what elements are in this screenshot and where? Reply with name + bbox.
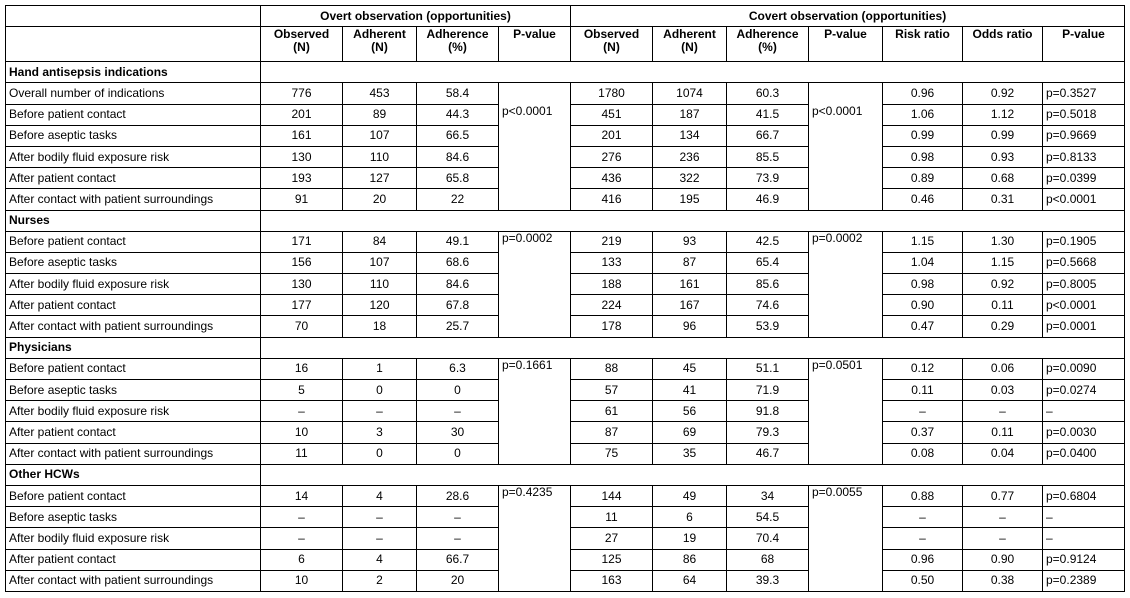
covert-adherence-cell: 42.5	[727, 231, 809, 252]
overt-adherence-cell: –	[417, 507, 499, 528]
covert-adherence-cell: 85.6	[727, 274, 809, 295]
odds-ratio-cell: 0.31	[963, 189, 1043, 210]
covert-adherent-cell: 87	[653, 252, 727, 273]
odds-ratio-cell: 1.12	[963, 104, 1043, 125]
risk-ratio-cell: –	[883, 528, 963, 549]
risk-ratio-cell: 0.47	[883, 316, 963, 337]
row-label: After bodily fluid exposure risk	[6, 528, 261, 549]
covert-adherent-cell: 56	[653, 401, 727, 422]
risk-ratio-cell: 0.46	[883, 189, 963, 210]
covert-observed-cell: 224	[571, 295, 653, 316]
covert-observed-cell: 144	[571, 485, 653, 506]
odds-ratio-header: Odds ratio	[963, 27, 1043, 62]
table-row	[6, 83, 1125, 104]
table-row	[6, 231, 1125, 252]
covert-observed-cell: 27	[571, 528, 653, 549]
covert-observed-cell: 57	[571, 380, 653, 401]
overt-adherence-cell: 25.7	[417, 316, 499, 337]
overt-adherence-cell: –	[417, 528, 499, 549]
covert-observed-cell: 1780	[571, 83, 653, 104]
overt-adherence-cell: 66.7	[417, 549, 499, 570]
covert-observed-cell: 125	[571, 549, 653, 570]
overt-adherent-cell: 18	[343, 316, 417, 337]
overt-adherence-cell: 68.6	[417, 252, 499, 273]
overt-adherent-cell: –	[343, 401, 417, 422]
pvalue-cell: –	[1043, 507, 1125, 528]
covert-observed-cell: 276	[571, 146, 653, 167]
covert-adherent-cell: 322	[653, 168, 727, 189]
section-spacer	[261, 337, 1125, 358]
covert-adherent-cell: 236	[653, 146, 727, 167]
pvalue-cell: p<0.0001	[1043, 295, 1125, 316]
row-label: After patient contact	[6, 549, 261, 570]
overt-observed-cell: 70	[261, 316, 343, 337]
overt-adherent-cell: 0	[343, 443, 417, 464]
covert-adherent-cell: 35	[653, 443, 727, 464]
row-label: After bodily fluid exposure risk	[6, 274, 261, 295]
row-label: After bodily fluid exposure risk	[6, 146, 261, 167]
covert-observed-cell: 201	[571, 125, 653, 146]
overt-group-header: Overt observation (opportunities)	[261, 6, 571, 27]
pvalue-cell: p<0.0001	[1043, 189, 1125, 210]
overt-observed-cell: 11	[261, 443, 343, 464]
odds-ratio-cell: 0.92	[963, 274, 1043, 295]
overt-adherence-cell: 44.3	[417, 104, 499, 125]
overt-observed-cell: 10	[261, 570, 343, 591]
group-header-row	[6, 6, 1125, 27]
risk-ratio-cell: 0.96	[883, 549, 963, 570]
risk-ratio-cell: 1.04	[883, 252, 963, 273]
table-row	[6, 358, 1125, 379]
row-label: Before patient contact	[6, 485, 261, 506]
covert-adherence-cell: 74.6	[727, 295, 809, 316]
covert-adherent-header: Adherent (N)	[653, 27, 727, 62]
section-spacer	[261, 62, 1125, 83]
covert-adherent-cell: 187	[653, 104, 727, 125]
pvalue-cell: p=0.0399	[1043, 168, 1125, 189]
covert-observed-cell: 75	[571, 443, 653, 464]
overt-adherent-cell: 1	[343, 358, 417, 379]
covert-pvalue-cell: p<0.0001	[809, 83, 883, 210]
corner-cell	[6, 6, 261, 27]
section-header-row	[6, 337, 1125, 358]
covert-adherence-cell: 46.9	[727, 189, 809, 210]
odds-ratio-cell: 0.11	[963, 295, 1043, 316]
overt-pvalue-cell: p=0.4235	[499, 485, 571, 591]
covert-adherent-cell: 49	[653, 485, 727, 506]
pvalue-cell: p=0.5018	[1043, 104, 1125, 125]
row-label: After patient contact	[6, 295, 261, 316]
pvalue-cell: p=0.1905	[1043, 231, 1125, 252]
covert-adherent-cell: 86	[653, 549, 727, 570]
overt-adherence-cell: 6.3	[417, 358, 499, 379]
covert-adherence-cell: 66.7	[727, 125, 809, 146]
covert-adherent-cell: 6	[653, 507, 727, 528]
pvalue-cell: p=0.9124	[1043, 549, 1125, 570]
pvalue-cell: –	[1043, 528, 1125, 549]
risk-ratio-cell: 0.11	[883, 380, 963, 401]
overt-observed-cell: 171	[261, 231, 343, 252]
covert-observed-cell: 416	[571, 189, 653, 210]
covert-adherent-cell: 93	[653, 231, 727, 252]
overt-observed-header: Observed (N)	[261, 27, 343, 62]
covert-adherence-cell: 71.9	[727, 380, 809, 401]
overt-observed-cell: 177	[261, 295, 343, 316]
pvalue-cell: p=0.5668	[1043, 252, 1125, 273]
overt-adherent-cell: 20	[343, 189, 417, 210]
overt-observed-cell: 130	[261, 274, 343, 295]
odds-ratio-cell: 1.15	[963, 252, 1043, 273]
pvalue-cell: p=0.6804	[1043, 485, 1125, 506]
covert-adherence-cell: 53.9	[727, 316, 809, 337]
covert-adherence-cell: 91.8	[727, 401, 809, 422]
overt-observed-cell: 91	[261, 189, 343, 210]
odds-ratio-cell: 0.99	[963, 125, 1043, 146]
overt-observed-cell: 16	[261, 358, 343, 379]
covert-pvalue-cell: p=0.0002	[809, 231, 883, 337]
overt-adherence-cell: 49.1	[417, 231, 499, 252]
adherence-table	[5, 5, 1125, 592]
covert-observed-cell: 451	[571, 104, 653, 125]
covert-adherence-cell: 54.5	[727, 507, 809, 528]
odds-ratio-cell: –	[963, 507, 1043, 528]
row-label: Before patient contact	[6, 104, 261, 125]
covert-observed-cell: 11	[571, 507, 653, 528]
overt-adherent-cell: 120	[343, 295, 417, 316]
overt-adherence-cell: 20	[417, 570, 499, 591]
covert-group-header: Covert observation (opportunities)	[571, 6, 1125, 27]
odds-ratio-cell: 0.92	[963, 83, 1043, 104]
covert-adherent-cell: 1074	[653, 83, 727, 104]
overt-adherence-cell: 84.6	[417, 146, 499, 167]
overt-observed-cell: 201	[261, 104, 343, 125]
covert-observed-header: Observed (N)	[571, 27, 653, 62]
covert-adherent-cell: 195	[653, 189, 727, 210]
risk-ratio-cell: 1.15	[883, 231, 963, 252]
odds-ratio-cell: 0.90	[963, 549, 1043, 570]
covert-adherent-cell: 45	[653, 358, 727, 379]
section-spacer	[261, 210, 1125, 231]
overt-observed-cell: 10	[261, 422, 343, 443]
overt-adherence-cell: 0	[417, 380, 499, 401]
row-label: After patient contact	[6, 422, 261, 443]
odds-ratio-cell: 0.38	[963, 570, 1043, 591]
covert-adherence-cell: 65.4	[727, 252, 809, 273]
odds-ratio-cell: 0.06	[963, 358, 1043, 379]
covert-adherence-cell: 60.3	[727, 83, 809, 104]
overt-adherence-cell: 22	[417, 189, 499, 210]
overt-observed-cell: 161	[261, 125, 343, 146]
row-label: Before aseptic tasks	[6, 507, 261, 528]
covert-adherence-cell: 70.4	[727, 528, 809, 549]
overt-adherent-header: Adherent (N)	[343, 27, 417, 62]
covert-pvalue-cell: p=0.0055	[809, 485, 883, 591]
covert-adherence-cell: 39.3	[727, 570, 809, 591]
row-label: After contact with patient surroundings	[6, 316, 261, 337]
odds-ratio-cell: 0.11	[963, 422, 1043, 443]
row-label: After contact with patient surroundings	[6, 570, 261, 591]
risk-ratio-cell: 0.98	[883, 274, 963, 295]
risk-ratio-cell: –	[883, 401, 963, 422]
pvalue-cell: –	[1043, 401, 1125, 422]
odds-ratio-cell: 0.77	[963, 485, 1043, 506]
covert-adherence-cell: 85.5	[727, 146, 809, 167]
odds-ratio-cell: 0.68	[963, 168, 1043, 189]
covert-adherent-cell: 19	[653, 528, 727, 549]
odds-ratio-cell: 0.29	[963, 316, 1043, 337]
covert-observed-cell: 61	[571, 401, 653, 422]
section-title: Hand antisepsis indications	[6, 62, 261, 83]
table-body	[6, 62, 1125, 592]
section-header-row	[6, 210, 1125, 231]
row-label: After contact with patient surroundings	[6, 189, 261, 210]
section-title: Nurses	[6, 210, 261, 231]
odds-ratio-cell: 0.93	[963, 146, 1043, 167]
overt-adherence-cell: 67.8	[417, 295, 499, 316]
overt-observed-cell: 776	[261, 83, 343, 104]
overt-adherent-cell: 84	[343, 231, 417, 252]
row-label: After contact with patient surroundings	[6, 443, 261, 464]
covert-adherent-cell: 69	[653, 422, 727, 443]
risk-ratio-cell: 0.98	[883, 146, 963, 167]
covert-adherent-cell: 134	[653, 125, 727, 146]
risk-ratio-cell: 0.37	[883, 422, 963, 443]
pvalue-cell: p=0.0001	[1043, 316, 1125, 337]
overt-adherence-cell: –	[417, 401, 499, 422]
pvalue-cell: p=0.9669	[1043, 125, 1125, 146]
odds-ratio-cell: 0.04	[963, 443, 1043, 464]
overt-adherent-cell: 110	[343, 146, 417, 167]
covert-observed-cell: 87	[571, 422, 653, 443]
covert-observed-cell: 188	[571, 274, 653, 295]
overt-observed-cell: 130	[261, 146, 343, 167]
covert-observed-cell: 436	[571, 168, 653, 189]
covert-observed-cell: 88	[571, 358, 653, 379]
overt-adherence-cell: 58.4	[417, 83, 499, 104]
covert-adherence-cell: 68	[727, 549, 809, 570]
overt-adherent-cell: 110	[343, 274, 417, 295]
overt-adherent-cell: 2	[343, 570, 417, 591]
covert-observed-cell: 178	[571, 316, 653, 337]
row-label: Overall number of indications	[6, 83, 261, 104]
overt-adherent-cell: 4	[343, 485, 417, 506]
overt-observed-cell: 5	[261, 380, 343, 401]
table-row	[6, 485, 1125, 506]
odds-ratio-cell: 1.30	[963, 231, 1043, 252]
covert-pvalue-cell: p=0.0501	[809, 358, 883, 464]
odds-ratio-cell: 0.03	[963, 380, 1043, 401]
overt-adherent-cell: 3	[343, 422, 417, 443]
pvalue-header: P-value	[1043, 27, 1125, 62]
overt-adherence-cell: 84.6	[417, 274, 499, 295]
row-label: Before patient contact	[6, 231, 261, 252]
covert-observed-cell: 219	[571, 231, 653, 252]
overt-pvalue-cell: p=0.1661	[499, 358, 571, 464]
overt-observed-cell: 156	[261, 252, 343, 273]
covert-adherent-cell: 96	[653, 316, 727, 337]
odds-ratio-cell: –	[963, 401, 1043, 422]
pvalue-cell: p=0.0030	[1043, 422, 1125, 443]
overt-adherent-cell: 4	[343, 549, 417, 570]
covert-adherence-cell: 79.3	[727, 422, 809, 443]
row-label: After bodily fluid exposure risk	[6, 401, 261, 422]
covert-adherence-cell: 51.1	[727, 358, 809, 379]
overt-adherent-cell: 89	[343, 104, 417, 125]
covert-adherence-cell: 34	[727, 485, 809, 506]
overt-adherent-cell: –	[343, 507, 417, 528]
overt-pvalue-header: P-value	[499, 27, 571, 62]
risk-ratio-cell: 0.50	[883, 570, 963, 591]
overt-observed-cell: –	[261, 401, 343, 422]
row-label: Before aseptic tasks	[6, 125, 261, 146]
overt-adherence-cell: 65.8	[417, 168, 499, 189]
section-header-row	[6, 464, 1125, 485]
overt-adherence-cell: 0	[417, 443, 499, 464]
pvalue-cell: p=0.0274	[1043, 380, 1125, 401]
covert-adherent-cell: 64	[653, 570, 727, 591]
pvalue-cell: p=0.3527	[1043, 83, 1125, 104]
covert-adherence-cell: 46.7	[727, 443, 809, 464]
covert-observed-cell: 133	[571, 252, 653, 273]
overt-observed-cell: 6	[261, 549, 343, 570]
covert-adherent-cell: 41	[653, 380, 727, 401]
overt-adherent-cell: –	[343, 528, 417, 549]
column-header-row	[6, 27, 1125, 62]
overt-pvalue-cell: p=0.0002	[499, 231, 571, 337]
section-title: Other HCWs	[6, 464, 261, 485]
overt-adherent-cell: 453	[343, 83, 417, 104]
covert-pvalue-header: P-value	[809, 27, 883, 62]
overt-adherent-cell: 107	[343, 252, 417, 273]
overt-adherence-cell: 66.5	[417, 125, 499, 146]
overt-adherent-cell: 127	[343, 168, 417, 189]
overt-adherent-cell: 0	[343, 380, 417, 401]
pvalue-cell: p=0.0090	[1043, 358, 1125, 379]
section-spacer	[261, 464, 1125, 485]
overt-observed-cell: –	[261, 507, 343, 528]
risk-ratio-cell: 0.99	[883, 125, 963, 146]
risk-ratio-cell: –	[883, 507, 963, 528]
odds-ratio-cell: –	[963, 528, 1043, 549]
overt-adherence-header: Adherence (%)	[417, 27, 499, 62]
section-title: Physicians	[6, 337, 261, 358]
row-label: Before aseptic tasks	[6, 252, 261, 273]
row-label: Before aseptic tasks	[6, 380, 261, 401]
overt-observed-cell: –	[261, 528, 343, 549]
pvalue-cell: p=0.2389	[1043, 570, 1125, 591]
label-column-header	[6, 27, 261, 62]
risk-ratio-cell: 0.88	[883, 485, 963, 506]
risk-ratio-cell: 0.89	[883, 168, 963, 189]
covert-adherence-cell: 41.5	[727, 104, 809, 125]
pvalue-cell: p=0.8005	[1043, 274, 1125, 295]
overt-pvalue-cell: p<0.0001	[499, 83, 571, 210]
overt-observed-cell: 14	[261, 485, 343, 506]
risk-ratio-header: Risk ratio	[883, 27, 963, 62]
overt-observed-cell: 193	[261, 168, 343, 189]
covert-adherence-cell: 73.9	[727, 168, 809, 189]
risk-ratio-cell: 1.06	[883, 104, 963, 125]
risk-ratio-cell: 0.90	[883, 295, 963, 316]
overt-adherent-cell: 107	[343, 125, 417, 146]
row-label: After patient contact	[6, 168, 261, 189]
risk-ratio-cell: 0.08	[883, 443, 963, 464]
risk-ratio-cell: 0.96	[883, 83, 963, 104]
covert-observed-cell: 163	[571, 570, 653, 591]
overt-adherence-cell: 28.6	[417, 485, 499, 506]
row-label: Before patient contact	[6, 358, 261, 379]
pvalue-cell: p=0.0400	[1043, 443, 1125, 464]
covert-adherence-header: Adherence (%)	[727, 27, 809, 62]
section-header-row	[6, 62, 1125, 83]
pvalue-cell: p=0.8133	[1043, 146, 1125, 167]
overt-adherence-cell: 30	[417, 422, 499, 443]
covert-adherent-cell: 161	[653, 274, 727, 295]
risk-ratio-cell: 0.12	[883, 358, 963, 379]
covert-adherent-cell: 167	[653, 295, 727, 316]
